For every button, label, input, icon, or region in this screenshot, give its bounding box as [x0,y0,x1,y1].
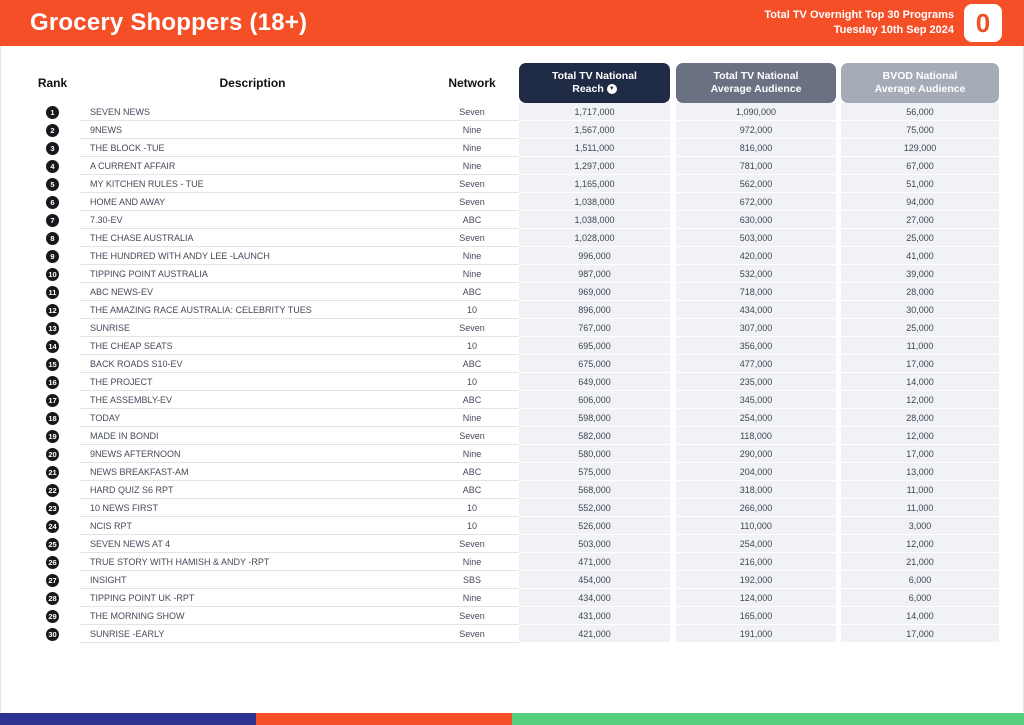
avg-header-line2: Average Audience [710,82,802,95]
network-name: Nine [425,409,519,427]
table-row [25,193,999,211]
rank-badge: 23 [46,502,59,515]
program-title: SEVEN NEWS [80,103,425,121]
average-audience-value: 235,000 [676,373,836,391]
reach-header-line1: Total TV National [552,69,637,82]
bvod-audience-value: 56,000 [841,103,999,121]
bvod-audience-value: 75,000 [841,121,999,139]
ratings-table [0,62,1024,643]
table-row [25,481,999,499]
program-title: TIPPING POINT UK -RPT [80,589,425,607]
reach-value: 606,000 [519,391,670,409]
bvod-header-line1: BVOD National [882,69,958,82]
table-row [25,409,999,427]
program-title: SEVEN NEWS AT 4 [80,535,425,553]
table-row [25,445,999,463]
rank-cell [25,499,80,517]
program-title: BACK ROADS S10-EV [80,355,425,373]
table-row [25,625,999,643]
rank-cell [25,121,80,139]
average-audience-value: 718,000 [676,283,836,301]
table-row [25,157,999,175]
program-title: THE PROJECT [80,373,425,391]
bvod-audience-value: 21,000 [841,553,999,571]
network-name: SBS [425,571,519,589]
table-row [25,103,999,121]
header-right [764,4,1002,42]
rank-badge: 12 [46,304,59,317]
reach-value: 675,000 [519,355,670,373]
average-audience-value: 434,000 [676,301,836,319]
average-audience-value: 110,000 [676,517,836,535]
rank-badge: 4 [46,160,59,173]
rank-cell [25,571,80,589]
reach-value: 1,567,000 [519,121,670,139]
network-name: Nine [425,445,519,463]
column-header-rank: Rank [37,75,68,90]
rank-cell [25,283,80,301]
network-name: Seven [425,427,519,445]
average-audience-value: 191,000 [676,625,836,643]
network-name: Seven [425,193,519,211]
rank-cell [25,463,80,481]
reach-value: 598,000 [519,409,670,427]
table-row [25,121,999,139]
bvod-audience-value: 6,000 [841,589,999,607]
network-name: Seven [425,625,519,643]
report-subtitle-block [764,8,954,38]
table-row [25,427,999,445]
program-title: HOME AND AWAY [80,193,425,211]
average-audience-value: 477,000 [676,355,836,373]
network-name: Nine [425,157,519,175]
reach-value: 582,000 [519,427,670,445]
rank-cell [25,607,80,625]
oztam-logo-glyph: 0 [975,7,991,38]
rank-badge: 8 [46,232,59,245]
program-title: THE AMAZING RACE AUSTRALIA: CELEBRITY TUES [80,301,425,319]
average-audience-value: 503,000 [676,229,836,247]
rank-cell [25,445,80,463]
reach-value: 1,717,000 [519,103,670,121]
bvod-audience-value: 12,000 [841,535,999,553]
program-title: INSIGHT [80,571,425,589]
reach-value: 580,000 [519,445,670,463]
rank-badge: 22 [46,484,59,497]
average-audience-value: 345,000 [676,391,836,409]
bvod-audience-value: 41,000 [841,247,999,265]
average-audience-value: 254,000 [676,535,836,553]
rank-cell [25,175,80,193]
network-name: Nine [425,247,519,265]
average-audience-value: 532,000 [676,265,836,283]
bvod-audience-value: 14,000 [841,373,999,391]
network-name: ABC [425,283,519,301]
table-row [25,517,999,535]
rank-badge: 16 [46,376,59,389]
average-audience-value: 356,000 [676,337,836,355]
rank-cell [25,139,80,157]
table-row [25,283,999,301]
network-name: 10 [425,499,519,517]
rank-badge: 10 [46,268,59,281]
oztam-logo [964,4,1002,42]
table-row [25,355,999,373]
bvod-audience-value: 12,000 [841,391,999,409]
bvod-audience-value: 51,000 [841,175,999,193]
rank-cell [25,391,80,409]
rank-badge: 24 [46,520,59,533]
rank-cell [25,535,80,553]
reach-value: 568,000 [519,481,670,499]
bvod-audience-value: 11,000 [841,481,999,499]
bvod-audience-value: 12,000 [841,427,999,445]
footer-segment-orange [256,713,512,725]
table-row [25,175,999,193]
reach-value: 969,000 [519,283,670,301]
report-date: Tuesday 10th Sep 2024 [833,24,954,36]
average-audience-value: 118,000 [676,427,836,445]
reach-value: 1,038,000 [519,193,670,211]
table-row [25,499,999,517]
rank-cell [25,103,80,121]
rank-badge: 9 [46,250,59,263]
rank-cell [25,355,80,373]
network-name: Seven [425,607,519,625]
rank-cell [25,427,80,445]
table-row [25,463,999,481]
column-header-bvod-average[interactable] [841,63,999,103]
average-audience-value: 165,000 [676,607,836,625]
reach-value: 649,000 [519,373,670,391]
rank-cell [25,211,80,229]
rank-badge: 28 [46,592,59,605]
reach-value: 575,000 [519,463,670,481]
rank-cell [25,481,80,499]
program-title: THE ASSEMBLY-EV [80,391,425,409]
table-header-row [25,62,999,103]
rank-badge: 19 [46,430,59,443]
network-name: ABC [425,211,519,229]
reach-value: 471,000 [519,553,670,571]
average-audience-value: 562,000 [676,175,836,193]
network-name: 10 [425,517,519,535]
program-title: THE MORNING SHOW [80,607,425,625]
bvod-audience-value: 11,000 [841,499,999,517]
rank-cell [25,229,80,247]
reach-value: 552,000 [519,499,670,517]
column-header-network: Network [448,75,496,90]
rank-badge: 14 [46,340,59,353]
network-name: Nine [425,139,519,157]
bvod-audience-value: 14,000 [841,607,999,625]
network-name: ABC [425,481,519,499]
reach-value: 695,000 [519,337,670,355]
sort-descending-icon: ▼ [607,84,617,94]
reach-value: 434,000 [519,589,670,607]
average-audience-value: 266,000 [676,499,836,517]
reach-header-line2: Reach [572,82,604,95]
program-title: TIPPING POINT AUSTRALIA [80,265,425,283]
footer-segment-green [512,713,1024,725]
program-title: TRUE STORY WITH HAMISH & ANDY -RPT [80,553,425,571]
bvod-header-line2: Average Audience [874,82,966,95]
rank-cell [25,589,80,607]
rank-cell [25,517,80,535]
table-row [25,139,999,157]
rank-badge: 11 [46,286,59,299]
column-header-total-tv-reach[interactable] [519,63,670,103]
rank-cell [25,265,80,283]
table-row [25,391,999,409]
bvod-audience-value: 30,000 [841,301,999,319]
network-name: 10 [425,337,519,355]
rank-cell [25,301,80,319]
rank-badge: 18 [46,412,59,425]
program-title: 7.30-EV [80,211,425,229]
network-name: Seven [425,175,519,193]
program-title: NEWS BREAKFAST-AM [80,463,425,481]
network-name: Seven [425,535,519,553]
reach-value: 431,000 [519,607,670,625]
rank-badge: 6 [46,196,59,209]
average-audience-value: 307,000 [676,319,836,337]
program-title: SUNRISE [80,319,425,337]
rank-badge: 30 [46,628,59,641]
program-title: MADE IN BONDI [80,427,425,445]
rank-cell [25,625,80,643]
bvod-audience-value: 28,000 [841,409,999,427]
reach-value: 987,000 [519,265,670,283]
table-body [25,103,999,643]
table-row [25,319,999,337]
program-title: NCIS RPT [80,517,425,535]
footer-segment-navy [0,713,256,725]
network-name: 10 [425,373,519,391]
average-audience-value: 192,000 [676,571,836,589]
program-title: 9NEWS AFTERNOON [80,445,425,463]
table-row [25,229,999,247]
bvod-audience-value: 129,000 [841,139,999,157]
average-audience-value: 781,000 [676,157,836,175]
rank-badge: 21 [46,466,59,479]
bvod-audience-value: 28,000 [841,283,999,301]
table-row [25,247,999,265]
program-title: SUNRISE -EARLY [80,625,425,643]
average-audience-value: 672,000 [676,193,836,211]
reach-value: 1,028,000 [519,229,670,247]
bvod-audience-value: 11,000 [841,337,999,355]
rank-cell [25,553,80,571]
reach-value: 1,165,000 [519,175,670,193]
rank-badge: 25 [46,538,59,551]
bvod-audience-value: 6,000 [841,571,999,589]
rank-badge: 2 [46,124,59,137]
table-row [25,535,999,553]
rank-badge: 26 [46,556,59,569]
program-title: 10 NEWS FIRST [80,499,425,517]
bvod-audience-value: 17,000 [841,445,999,463]
table-row [25,571,999,589]
table-row [25,211,999,229]
program-title: THE CHEAP SEATS [80,337,425,355]
reach-value: 767,000 [519,319,670,337]
rank-badge: 7 [46,214,59,227]
program-title: THE BLOCK -TUE [80,139,425,157]
rank-cell [25,193,80,211]
average-audience-value: 254,000 [676,409,836,427]
network-name: 10 [425,301,519,319]
average-audience-value: 318,000 [676,481,836,499]
network-name: ABC [425,463,519,481]
reach-value: 526,000 [519,517,670,535]
reach-value: 896,000 [519,301,670,319]
network-name: Nine [425,589,519,607]
bvod-audience-value: 67,000 [841,157,999,175]
rank-cell [25,247,80,265]
rank-cell [25,409,80,427]
network-name: Seven [425,319,519,337]
program-title: MY KITCHEN RULES - TUE [80,175,425,193]
bvod-audience-value: 17,000 [841,625,999,643]
network-name: Nine [425,265,519,283]
report-header [0,0,1024,46]
reach-value: 454,000 [519,571,670,589]
average-audience-value: 630,000 [676,211,836,229]
table-row [25,589,999,607]
rank-badge: 15 [46,358,59,371]
program-title: THE HUNDRED WITH ANDY LEE -LAUNCH [80,247,425,265]
bvod-audience-value: 13,000 [841,463,999,481]
network-name: Nine [425,121,519,139]
reach-value: 1,297,000 [519,157,670,175]
program-title: HARD QUIZ S6 RPT [80,481,425,499]
reach-value: 996,000 [519,247,670,265]
bvod-audience-value: 94,000 [841,193,999,211]
average-audience-value: 420,000 [676,247,836,265]
average-audience-value: 972,000 [676,121,836,139]
footer-bar [0,713,1024,725]
average-audience-value: 216,000 [676,553,836,571]
rank-cell [25,319,80,337]
bvod-audience-value: 17,000 [841,355,999,373]
reach-value: 1,511,000 [519,139,670,157]
rank-badge: 1 [46,106,59,119]
average-audience-value: 124,000 [676,589,836,607]
program-title: 9NEWS [80,121,425,139]
avg-header-line1: Total TV National [713,69,799,82]
table-row [25,265,999,283]
program-title: ABC NEWS-EV [80,283,425,301]
table-row [25,373,999,391]
column-header-description: Description [219,75,286,90]
rank-badge: 27 [46,574,59,587]
rank-badge: 29 [46,610,59,623]
program-title: THE CHASE AUSTRALIA [80,229,425,247]
average-audience-value: 204,000 [676,463,836,481]
report-subtitle: Total TV Overnight Top 30 Programs [764,9,954,21]
program-title: A CURRENT AFFAIR [80,157,425,175]
bvod-audience-value: 27,000 [841,211,999,229]
rank-cell [25,337,80,355]
rank-badge: 5 [46,178,59,191]
rank-cell [25,157,80,175]
table-row [25,301,999,319]
reach-value: 503,000 [519,535,670,553]
program-title: TODAY [80,409,425,427]
reach-value: 1,038,000 [519,211,670,229]
reach-value: 421,000 [519,625,670,643]
bvod-audience-value: 39,000 [841,265,999,283]
network-name: ABC [425,355,519,373]
network-name: Seven [425,103,519,121]
bvod-audience-value: 25,000 [841,229,999,247]
rank-badge: 17 [46,394,59,407]
rank-badge: 3 [46,142,59,155]
average-audience-value: 816,000 [676,139,836,157]
rank-cell [25,373,80,391]
column-header-total-tv-average[interactable] [676,63,836,103]
average-audience-value: 290,000 [676,445,836,463]
bvod-audience-value: 3,000 [841,517,999,535]
table-row [25,337,999,355]
network-name: Seven [425,229,519,247]
rank-badge: 13 [46,322,59,335]
network-name: ABC [425,391,519,409]
rank-badge: 20 [46,448,59,461]
network-name: Nine [425,553,519,571]
average-audience-value: 1,090,000 [676,103,836,121]
page-title: Grocery Shoppers (18+) [30,9,308,36]
table-row [25,607,999,625]
bvod-audience-value: 25,000 [841,319,999,337]
table-row [25,553,999,571]
